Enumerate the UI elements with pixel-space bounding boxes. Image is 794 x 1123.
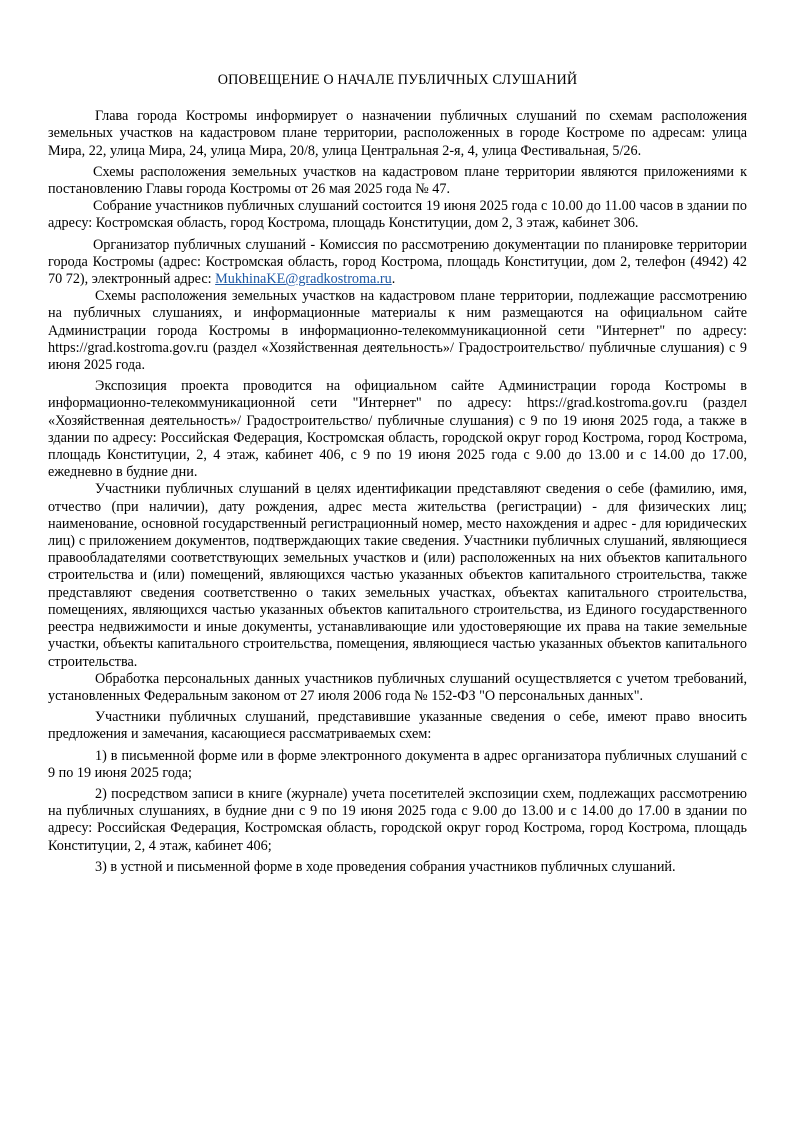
organizer-end: .: [391, 271, 396, 288]
paragraph-exposition: Экспозиция проекта проводится на официальном сайте Администрации города Костромы в информационно-телекоммуникационной сети "Интернет" по адресу: https://grad.kostroma.gov.ru (раздел «Хозяйственная деятельность»/ Градостроительство/ публичные слушания) с 9 по 19 июня 2025 года, а также в здании по адресу: Российская Федерация, Костромская область, городской округ город Кострома, город Кострома, площадь Конституции, 2, 4 этаж, кабинет 406, с 9 по 19 июня 2025 года с 9.00 до 13.00 и с 14.00 до 17.00, ежедневно в будние дни.: [48, 378, 747, 481]
document-page: [48, 72, 747, 876]
paragraph-identification: Участники публичных слушаний в целях идентификации представляют сведения о себе (фамилию, имя, отчество (при наличии), дату рождения, адрес места жительства (регистрации) - для физических лиц; наименование, основной государственный регистрационный номер, место нахождения и адрес - для юридических лиц) с приложением документов, подтверждающих такие сведения. Участники публичных слушаний, являющиеся правообладателями соответствующих земельных участков и (или) расположенных на них объектов капитального строительства и (или) помещений, являющихся частью указанных объектов капитального строительства, также представляют сведения соответственно о таких земельных участках, объектах капитального строительства, помещениях, являющихся частью указанных объектов капитального строительства, из Единого государственного реестра недвижимости и иные документы, устанавливающие или удостоверяющие их права на такие земельные участки, объекты капитального строительства, помещения, являющиеся частью указанных объектов капитального строительства.: [48, 481, 747, 670]
organizer-text: Организатор публичных слушаний - Комиссия по рассмотрению документации по планировке территории города Костромы (адрес: Костромская область, город Кострома, площадь Конституции, дом 2, телефон (4942) 42 70 72), электронный адрес:: [48, 236, 747, 288]
list-item-written: 1) в письменной форме или в форме электронного документа в адрес организатора публичных слушаний с 9 по 19 июня 2025 года;: [48, 747, 747, 781]
list-item-journal: 2) посредством записи в книге (журнале) учета посетителей экспозиции схем, подлежащих рассмотрению на публичных слушаниях, в будние дни с 9 по 19 июня 2025 года с 9.00 до 13.00 и с 14.00 до 17.00 в здании по адресу: Российская Федерация, Костромская область, городской округ город Кострома, город Кострома, площадь Конституции, 2, 4 этаж, кабинет 406;: [48, 785, 747, 854]
paragraph-materials: Схемы расположения земельных участков на кадастровом плане территории, подлежащие рассмотрению на публичных слушаниях, и информационные материалы к ним размещаются на официальном сайте Администрации города Костромы в информационно-телекоммуникационной сети "Интернет" по адресу: https://grad.kostroma.gov.ru (раздел «Хозяйственная деятельность»/ Градостроительство/ публичные слушания) с 9 июня 2025 года.: [48, 288, 747, 374]
paragraph-meeting: Собрание участников публичных слушаний состоится 19 июня 2025 года с 10.00 до 11.00 часов в здании по адресу: Костромская область, город Кострома, площадь Конституции, дом 2, 3 этаж, кабинет 306.: [48, 198, 747, 232]
paragraph-schemes-appendix: Схемы расположения земельных участков на кадастровом плане территории являются приложениями к постановлению Главы города Костромы от 26 мая 2025 года № 47.: [48, 163, 747, 198]
paragraph-participants-rights: Участники публичных слушаний, представившие указанные сведения о себе, имеют право вносить предложения и замечания, касающиеся рассматриваемых схем:: [48, 709, 747, 743]
document-title: ОПОВЕЩЕНИЕ О НАЧАЛЕ ПУБЛИЧНЫХ СЛУШАНИЙ: [217, 72, 578, 88]
paragraph-announcement: Глава города Костромы информирует о назначении публичных слушаний по схемам расположения земельных участков на кадастровом плане территории, расположенных в городе Костроме по адресам: улица Мира, 22, улица Мира, 24, улица Мира, 20/8, улица Центральная 2-я, 4, улица Фестивальная, 5/26.: [48, 108, 747, 159]
organizer-email-link[interactable]: MukhinaKE@gradkostroma.ru: [215, 271, 392, 288]
list-item-oral: 3) в устной и письменной форме в ходе проведения собрания участников публичных слушаний.: [95, 858, 676, 875]
paragraph-organizer: [48, 237, 747, 289]
paragraph-personal-data: Обработка персональных данных участников публичных слушаний осуществляется с учетом требований, установленных Федеральным законом от 27 июля 2006 года № 152-ФЗ "О персональных данных".: [48, 670, 747, 704]
